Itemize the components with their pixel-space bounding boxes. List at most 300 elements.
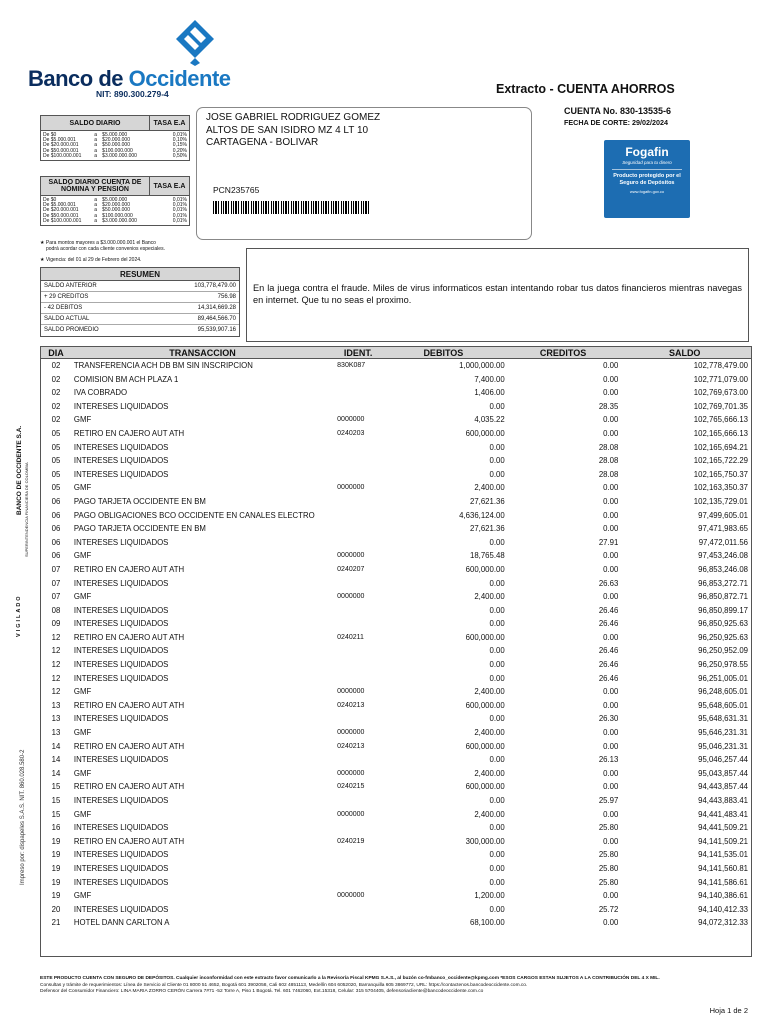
- cell-dia: 07: [51, 578, 61, 588]
- cell-ident: [334, 644, 382, 658]
- cell-ident: [334, 712, 382, 726]
- cell-saldo: 96,250,925.63: [698, 632, 748, 642]
- cell-credito: 26.46: [598, 646, 619, 656]
- cell-credito: 25.80: [598, 863, 619, 873]
- cell-debito: 600,000.00: [465, 782, 505, 792]
- rate-value: 0,20%: [172, 147, 187, 154]
- cell-credito: 0.00: [603, 510, 619, 520]
- resumen-title: RESUMEN: [41, 268, 239, 281]
- cell-credito: 0.00: [603, 728, 619, 738]
- cell-ident: [334, 522, 382, 536]
- cell-debito: 1,200.00: [474, 891, 505, 901]
- cell-saldo: 95,046,231.31: [698, 741, 748, 751]
- cell-dia: 19: [51, 863, 61, 873]
- rate-from: De $0: [43, 132, 57, 138]
- cell-dia: 06: [51, 510, 61, 520]
- rate-sep: a: [94, 152, 98, 159]
- cell-dia: 06: [51, 496, 61, 506]
- rate-to: $50.000.000: [102, 207, 130, 214]
- cell-saldo: 96,250,978.55: [698, 660, 748, 670]
- table-row: [41, 848, 751, 862]
- rate-to: $3.000.000.000: [102, 217, 137, 224]
- cell-debito: 27,621.36: [469, 496, 505, 506]
- cell-saldo: 94,141,535.01: [698, 850, 748, 860]
- cell-dia: 02: [51, 361, 61, 370]
- table-row: [41, 536, 751, 550]
- table-row: [41, 427, 751, 441]
- cell-dia: 14: [51, 755, 61, 765]
- cell-transaccion: GMF: [73, 728, 92, 738]
- table-row: [41, 468, 751, 482]
- table-row: [41, 481, 751, 495]
- cell-credito: 0.00: [603, 741, 619, 751]
- cell-ident: [334, 386, 382, 400]
- cell-ident: [334, 658, 382, 672]
- saldo-diario-rate-header: TASA E.A: [150, 115, 190, 131]
- cell-transaccion: INTERESES LIQUIDADOS: [73, 850, 169, 860]
- footer-line-3: Defensor del Consumidor Financiero: LINA MARIA ZORRO CERÓN Carrera 7#71 -52 Torre A, Piso 1 Bogotá. Tel. 601 7462060, Ext.15318, Celular: 315 5704405, defensoriacliente@bancodeoccidente.com.co: [40, 989, 484, 994]
- rate-to: $5.000.000: [102, 132, 128, 138]
- vertical-bank-name: BANCO DE OCCIDENTE S.A.: [16, 425, 23, 515]
- account-number: CUENTA No. 830-13535-6: [564, 106, 672, 116]
- resumen-value: 89,464,566.70: [197, 316, 236, 322]
- cell-debito: 1,000,000.00: [459, 361, 505, 370]
- cell-debito: 27,621.36: [469, 524, 505, 534]
- cell-credito: 26.63: [598, 578, 619, 588]
- vertical-printer: Impreso por: dispapeles S.A.S. NIT. 860.028.580-2: [20, 749, 26, 885]
- cell-saldo: 96,850,899.17: [698, 605, 748, 615]
- table-row: [41, 441, 751, 455]
- cell-dia: 14: [51, 741, 61, 751]
- cell-credito: 0.00: [603, 564, 619, 574]
- resumen-row: [41, 281, 239, 292]
- rate-sep: a: [94, 137, 98, 144]
- table-row: [41, 509, 751, 523]
- cell-ident: [334, 916, 382, 930]
- cell-credito: 0.00: [603, 687, 619, 697]
- cell-debito: 0.00: [489, 863, 505, 873]
- rate-to: $100.000.000: [102, 212, 133, 219]
- cell-debito: 600,000.00: [465, 632, 505, 642]
- cell-ident: 0240207: [337, 565, 365, 573]
- cell-dia: 19: [51, 836, 61, 846]
- table-row: [41, 658, 751, 672]
- cell-dia: 02: [51, 415, 61, 425]
- rate-from: De $50.000.001: [43, 212, 79, 219]
- cell-saldo: 102,163,350.37: [693, 483, 748, 493]
- cell-credito: 0.00: [603, 551, 619, 561]
- vertical-superintendencia: SUPERINTENDENCIA FINANCIERA DE COLOMBIA: [24, 462, 29, 557]
- cell-transaccion: INTERESES LIQUIDADOS: [73, 904, 169, 914]
- cell-dia: 13: [51, 714, 61, 724]
- rate-from: De $100.000.001: [43, 217, 82, 224]
- rate-row: [43, 219, 187, 224]
- table-row: [41, 495, 751, 509]
- cell-credito: 26.13: [598, 755, 619, 765]
- cell-saldo: 102,165,750.37: [693, 469, 748, 479]
- saldo-nomina-table: [40, 176, 190, 226]
- cell-transaccion: INTERESES LIQUIDADOS: [73, 823, 169, 833]
- saldo-diario-table: [40, 115, 190, 161]
- cell-debito: 2,400.00: [474, 592, 505, 602]
- cell-dia: 15: [51, 796, 61, 805]
- cell-dia: 15: [51, 782, 61, 792]
- cell-transaccion: INTERESES LIQUIDADOS: [73, 469, 169, 479]
- cell-dia: 16: [51, 823, 61, 833]
- cell-saldo: 95,646,231.31: [698, 728, 748, 738]
- cell-transaccion: TRANSFERENCIA ACH DB BM SIN INSCRIPCION: [73, 361, 253, 370]
- rate-from: De $5.000.001: [43, 137, 76, 144]
- cell-credito: 0.00: [603, 700, 619, 710]
- cell-transaccion: GMF: [73, 415, 92, 425]
- cell-debito: 0.00: [489, 850, 505, 860]
- table-row: [41, 400, 751, 414]
- header-transaccion: TRANSACCION: [169, 348, 236, 358]
- table-row: [41, 794, 751, 808]
- cell-ident: [334, 821, 382, 835]
- rate-to: $3.000.000.000: [102, 152, 137, 159]
- header-saldo: SALDO: [668, 348, 701, 358]
- cell-ident: 0000000: [337, 593, 365, 601]
- vigencia-note: ★ Vigencia: del 01 al 29 de Febrero del 2024.: [40, 257, 142, 263]
- cell-ident: 0000000: [337, 484, 365, 492]
- cell-debito: 1,406.00: [474, 388, 505, 398]
- cell-saldo: 102,778,479.00: [693, 361, 748, 370]
- cell-saldo: 102,165,722.29: [693, 456, 748, 466]
- cell-saldo: 97,499,605.01: [698, 510, 748, 520]
- customer-address-box: [196, 107, 532, 240]
- rate-sep: a: [94, 197, 98, 203]
- transactions-table: [40, 346, 752, 957]
- cell-debito: 0.00: [489, 904, 505, 914]
- cell-transaccion: INTERESES LIQUIDADOS: [73, 401, 169, 411]
- cell-debito: 0.00: [489, 755, 505, 765]
- cell-saldo: 102,165,666.13: [693, 428, 748, 438]
- cell-dia: 02: [51, 401, 61, 411]
- cell-dia: 05: [51, 456, 61, 466]
- cell-credito: 0.00: [603, 782, 619, 792]
- cell-credito: 28.35: [598, 401, 619, 411]
- cell-credito: 25.80: [598, 823, 619, 833]
- header-dia: DIA: [48, 348, 64, 358]
- cell-transaccion: INTERESES LIQUIDADOS: [73, 714, 169, 724]
- cell-saldo: 94,140,386.61: [698, 891, 748, 901]
- cell-debito: 4,636,124.00: [459, 510, 505, 520]
- cell-ident: 0000000: [337, 892, 365, 900]
- cell-ident: [334, 454, 382, 468]
- cell-transaccion: INTERESES LIQUIDADOS: [73, 442, 169, 452]
- cell-ident: 0000000: [337, 688, 365, 696]
- table-row: [41, 644, 751, 658]
- rate-from: De $20.000.001: [43, 142, 79, 149]
- cell-dia: 19: [51, 850, 61, 860]
- cell-dia: 06: [51, 551, 61, 561]
- rate-sep: a: [94, 142, 98, 149]
- cell-transaccion: RETIRO EN CAJERO AUT ATH: [73, 836, 185, 846]
- resumen-value: 103,778,479.00: [194, 283, 236, 289]
- table-row: [41, 889, 751, 903]
- fogafin-badge: [604, 140, 690, 218]
- fogafin-slogan: Seguridad para tu dinero: [622, 160, 672, 165]
- cell-transaccion: GMF: [73, 768, 92, 778]
- cell-debito: 0.00: [489, 619, 505, 629]
- cell-credito: 27.91: [598, 537, 619, 547]
- cell-credito: 0.00: [603, 415, 619, 425]
- cell-credito: 0.00: [603, 361, 619, 370]
- cell-credito: 0.00: [603, 891, 619, 901]
- cell-saldo: 102,769,701.35: [693, 401, 748, 411]
- table-row: [41, 767, 751, 781]
- page-number: Hoja 1 de 2: [709, 1006, 748, 1015]
- rate-value: 0,01%: [172, 197, 187, 203]
- cell-dia: 05: [51, 428, 61, 438]
- cell-ident: [334, 604, 382, 618]
- cell-transaccion: RETIRO EN CAJERO AUT ATH: [73, 782, 185, 792]
- table-row: [41, 821, 751, 835]
- resumen-value: 756.98: [217, 294, 236, 300]
- footer-line-1a: ESTE PRODUCTO CUENTA CON SEGURO DE DEPÓSITOS. Cualquier inconformidad con este extracto favor comunicarlo a la Revisoría Fiscal KPMG S.A.S., al buzón co-fmbanco_occidente@kpmg.com: [40, 976, 499, 981]
- note-line-2: podrá acordar con cada cliente convenios especiales.: [46, 246, 165, 252]
- cell-saldo: 95,043,857.44: [698, 768, 748, 778]
- cell-saldo: 97,453,246.08: [698, 551, 748, 561]
- rate-value: 0,01%: [172, 217, 187, 224]
- table-row: [41, 413, 751, 427]
- postal-barcode: [213, 201, 371, 214]
- table-row: [41, 549, 751, 563]
- rate-value: 0,10%: [172, 137, 187, 144]
- cell-debito: 0.00: [489, 442, 505, 452]
- cell-credito: 0.00: [603, 428, 619, 438]
- cell-saldo: 102,765,666.13: [693, 415, 748, 425]
- cell-saldo: 102,135,729.01: [693, 496, 748, 506]
- cell-ident: 0000000: [337, 810, 365, 818]
- cell-dia: 07: [51, 592, 61, 602]
- cell-dia: 12: [51, 632, 61, 642]
- cell-transaccion: INTERESES LIQUIDADOS: [73, 537, 169, 547]
- cell-dia: 12: [51, 687, 61, 697]
- cell-saldo: 96,850,872.71: [698, 592, 748, 602]
- cell-ident: [334, 848, 382, 862]
- cell-saldo: 95,648,631.31: [698, 714, 748, 724]
- cell-saldo: 94,441,483.41: [698, 809, 748, 819]
- cell-ident: [334, 617, 382, 631]
- vertical-legal-text: [10, 375, 34, 895]
- cell-transaccion: PAGO TARJETA OCCIDENTE EN BM: [73, 524, 206, 534]
- resumen-row: [41, 292, 239, 303]
- cell-transaccion: PAGO OBLIGACIONES BCO OCCIDENTE EN CANALES ELECTRO: [73, 510, 315, 520]
- cell-saldo: 94,141,560.81: [698, 863, 748, 873]
- resumen-label: + 29 CREDITOS: [44, 294, 89, 300]
- cell-saldo: 102,165,694.21: [693, 442, 748, 452]
- cell-saldo: 97,472,011.56: [698, 537, 748, 547]
- cell-transaccion: RETIRO EN CAJERO AUT ATH: [73, 632, 185, 642]
- cell-transaccion: GMF: [73, 809, 92, 819]
- cell-dia: 20: [51, 904, 61, 914]
- saldo-nomina-title: SALDO DIARIO CUENTA DE NÓMINA Y PENSIÓN: [40, 176, 150, 196]
- fogafin-desc: Producto protegido por el Seguro de Depósitos: [613, 173, 681, 186]
- vertical-vigilado: VIGILADO: [16, 594, 22, 637]
- cell-dia: 12: [51, 673, 61, 683]
- cell-credito: 26.46: [598, 605, 619, 615]
- cell-ident: 0000000: [337, 729, 365, 737]
- cell-debito: 0.00: [489, 578, 505, 588]
- resumen-table: [40, 267, 240, 337]
- cell-ident: 0240213: [337, 742, 365, 750]
- cell-debito: 0.00: [489, 673, 505, 683]
- cell-debito: 0.00: [489, 537, 505, 547]
- cell-debito: 0.00: [489, 469, 505, 479]
- cell-transaccion: GMF: [73, 592, 92, 602]
- table-row: [41, 726, 751, 740]
- cell-ident: 0000000: [337, 552, 365, 560]
- cell-credito: 0.00: [603, 592, 619, 602]
- cell-credito: 0.00: [603, 388, 619, 398]
- note-line-1: ★ Para montos mayores a $3.000.000.001 el Banco: [40, 240, 156, 246]
- cell-credito: 0.00: [603, 632, 619, 642]
- cell-dia: 19: [51, 877, 61, 887]
- table-row: [41, 577, 751, 591]
- cell-credito: 26.46: [598, 619, 619, 629]
- rate-value: 0,01%: [172, 132, 187, 138]
- cell-credito: 0.00: [603, 809, 619, 819]
- cell-credito: 26.46: [598, 673, 619, 683]
- rate-from: De $0: [43, 197, 57, 203]
- cell-transaccion: GMF: [73, 687, 92, 697]
- cell-ident: 0240215: [337, 783, 365, 791]
- cell-ident: 0240219: [337, 837, 365, 845]
- table-row: [41, 685, 751, 699]
- table-row: [41, 753, 751, 767]
- cell-debito: 0.00: [489, 823, 505, 833]
- rate-to: $5.000.000: [102, 197, 128, 203]
- rate-from: De $100.000.001: [43, 152, 82, 159]
- resumen-row: [41, 303, 239, 314]
- rate-sep: a: [94, 217, 98, 224]
- cell-dia: 02: [51, 374, 61, 384]
- cell-ident: [334, 495, 382, 509]
- cell-ident: [334, 672, 382, 686]
- cell-ident: 0240203: [337, 429, 365, 437]
- header-creditos: CREDITOS: [539, 348, 587, 358]
- cell-dia: 05: [51, 469, 61, 479]
- pcn-code: PCN235765: [213, 185, 260, 195]
- cell-transaccion: INTERESES LIQUIDADOS: [73, 877, 169, 887]
- cell-dia: 06: [51, 524, 61, 534]
- statement-title: Extracto - CUENTA AHORROS: [496, 82, 675, 96]
- rate-sep: a: [94, 132, 98, 138]
- cell-debito: 2,400.00: [474, 768, 505, 778]
- cell-ident: 0000000: [337, 769, 365, 777]
- cell-saldo: 94,443,857.44: [698, 782, 748, 792]
- table-row: [41, 386, 751, 400]
- cell-credito: 28.08: [598, 469, 619, 479]
- cell-saldo: 94,072,312.33: [698, 918, 748, 928]
- bank-name: Banco de Occidente: [28, 66, 231, 91]
- cell-debito: 4,035.22: [474, 415, 505, 425]
- cell-ident: [334, 903, 382, 917]
- cell-credito: 25.80: [598, 877, 619, 887]
- bank-nit: NIT: 890.300.279-4: [96, 89, 169, 99]
- cell-saldo: 96,250,952.09: [698, 646, 748, 656]
- cell-saldo: 96,248,605.01: [698, 687, 748, 697]
- cell-ident: 0000000: [337, 416, 365, 424]
- cell-saldo: 96,853,246.08: [698, 564, 748, 574]
- cell-ident: [334, 794, 382, 808]
- table-row: [41, 590, 751, 604]
- resumen-row: [41, 325, 239, 336]
- cell-transaccion: INTERESES LIQUIDADOS: [73, 660, 169, 670]
- table-row: [41, 808, 751, 822]
- cell-credito: 25.80: [598, 850, 619, 860]
- cell-dia: 19: [51, 891, 61, 901]
- cell-credito: 28.08: [598, 456, 619, 466]
- cell-credito: 0.00: [603, 496, 619, 506]
- cell-saldo: 95,046,257.44: [698, 755, 748, 765]
- cell-saldo: 96,251,005.01: [698, 673, 748, 683]
- footer-line-1b: *ESOS CARGOS ESTAN SUJETOS A LA CONTRIBUCIÓN DEL 4 X MIL.: [500, 976, 660, 981]
- cell-debito: 2,400.00: [474, 687, 505, 697]
- cell-transaccion: GMF: [73, 891, 92, 901]
- cell-credito: 26.46: [598, 660, 619, 670]
- cell-debito: 600,000.00: [465, 741, 505, 751]
- cell-debito: 0.00: [489, 877, 505, 887]
- table-row: [41, 903, 751, 917]
- rate-sep: a: [94, 212, 98, 219]
- cell-transaccion: INTERESES LIQUIDADOS: [73, 646, 169, 656]
- table-row: [41, 373, 751, 387]
- cell-debito: 300,000.00: [465, 836, 505, 846]
- resumen-label: SALDO ACTUAL: [44, 316, 90, 322]
- table-row: [41, 454, 751, 468]
- table-row: [41, 359, 751, 373]
- cell-transaccion: RETIRO EN CAJERO AUT ATH: [73, 700, 185, 710]
- cell-ident: [334, 753, 382, 767]
- cell-ident: [334, 876, 382, 890]
- cell-credito: 0.00: [603, 836, 619, 846]
- rate-to: $50.000.000: [102, 142, 130, 149]
- cell-dia: 14: [51, 768, 61, 778]
- table-row: [41, 672, 751, 686]
- cell-debito: 0.00: [489, 401, 505, 411]
- cell-credito: 25.97: [598, 796, 619, 805]
- table-row: [41, 740, 751, 754]
- cell-saldo: 94,141,586.61: [698, 877, 748, 887]
- cell-dia: 12: [51, 646, 61, 656]
- cell-debito: 600,000.00: [465, 428, 505, 438]
- table-row: [41, 631, 751, 645]
- cell-saldo: 102,771,079.00: [693, 374, 748, 384]
- cell-saldo: 102,769,673.00: [693, 388, 748, 398]
- header-ident: IDENT.: [343, 348, 373, 358]
- rate-value: 0,50%: [172, 152, 187, 159]
- fraud-message: En la juega contra el fraude. Miles de virus informaticos estan intentando robar tus datos financieros mientras navegas en internet. Que tu no seas el proximo.: [246, 248, 749, 342]
- cell-transaccion: INTERESES LIQUIDADOS: [73, 456, 169, 466]
- cell-dia: 13: [51, 700, 61, 710]
- cell-transaccion: INTERESES LIQUIDADOS: [73, 619, 169, 629]
- cell-credito: 0.00: [603, 524, 619, 534]
- rate-value: 0,15%: [172, 142, 187, 149]
- table-row: [41, 862, 751, 876]
- cell-transaccion: COMISION BM ACH PLAZA 1: [73, 374, 179, 384]
- table-row: [41, 780, 751, 794]
- rate-value: 0,01%: [172, 212, 187, 219]
- cell-ident: 0240213: [337, 701, 365, 709]
- cell-transaccion: RETIRO EN CAJERO AUT ATH: [73, 564, 185, 574]
- cell-dia: 13: [51, 728, 61, 738]
- customer-address: ALTOS DE SAN ISIDRO MZ 4 LT 10: [206, 124, 369, 136]
- rate-to: $20.000.000: [102, 202, 130, 209]
- cell-debito: 0.00: [489, 714, 505, 724]
